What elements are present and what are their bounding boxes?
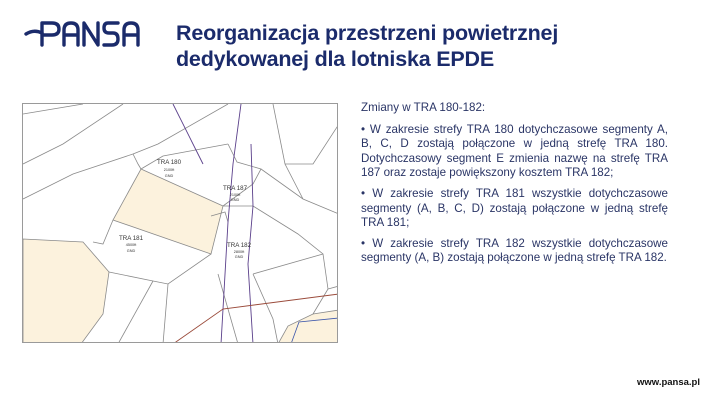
slide-title	[176, 20, 696, 72]
changes-intro: Zmiany w TRA 180-182:	[361, 101, 486, 114]
zone-name: TRA 180	[156, 159, 182, 166]
zone-upper-limit: 2800ft	[233, 250, 245, 254]
zone-name: TRA 181	[118, 235, 144, 242]
airspace-map-drawing	[23, 104, 338, 343]
pansa-logo	[24, 18, 156, 48]
zone-upper-limit: 2100ft	[163, 168, 175, 172]
zone-name: TRA 182	[226, 242, 252, 249]
pansa-logo-icon	[24, 18, 156, 48]
zone-label-tra-182	[227, 242, 252, 259]
bullet-tra-181: • W zakresie strefy TRA 181 wszystkie dotychczasowe segmenty (A, B, C, D) zostają połączone w jedną strefę TRA 181;	[361, 186, 668, 230]
zone-label-tra-180	[157, 159, 182, 178]
title-line-2: dedykowanej dla lotniska EPDE	[176, 47, 494, 71]
title-line-1: Reorganizacja przestrzeni powietrznej	[176, 21, 559, 45]
zone-upper-limit: 2100ft	[229, 193, 241, 197]
zone-label-tra-187	[223, 185, 248, 202]
zone-name: TRA 187	[222, 185, 248, 192]
shaded-area-west	[23, 239, 109, 343]
bullet-tra-180: • W zakresie strefy TRA 180 dotychczasowe segmenty A, B, C, D zostają połączone w jedną strefę TRA 180. Dotychczasowy segment E zmienia nazwę na strefę TRA 187 oraz zostaje powiększony kosztem TRA 182;	[361, 122, 668, 180]
zone-lower-limit: GND	[164, 174, 174, 178]
bullet-tra-182: • W zakresie strefy TRA 182 wszystkie dotychczasowe segmenty (A, B) zostają połączone w jedną strefę TRA 182.	[361, 236, 668, 265]
zone-upper-limit: 4500ft	[125, 243, 137, 247]
changes-description	[361, 101, 668, 272]
footer-website: www.pansa.pl	[637, 377, 700, 388]
zone-lower-limit: GND	[234, 255, 244, 259]
zone-lower-limit: GND	[230, 198, 240, 202]
airspace-map	[22, 103, 338, 343]
shaded-area-southeast	[278, 310, 338, 343]
zone-lower-limit: GND	[126, 249, 136, 253]
zone-label-tra-181	[119, 235, 144, 253]
